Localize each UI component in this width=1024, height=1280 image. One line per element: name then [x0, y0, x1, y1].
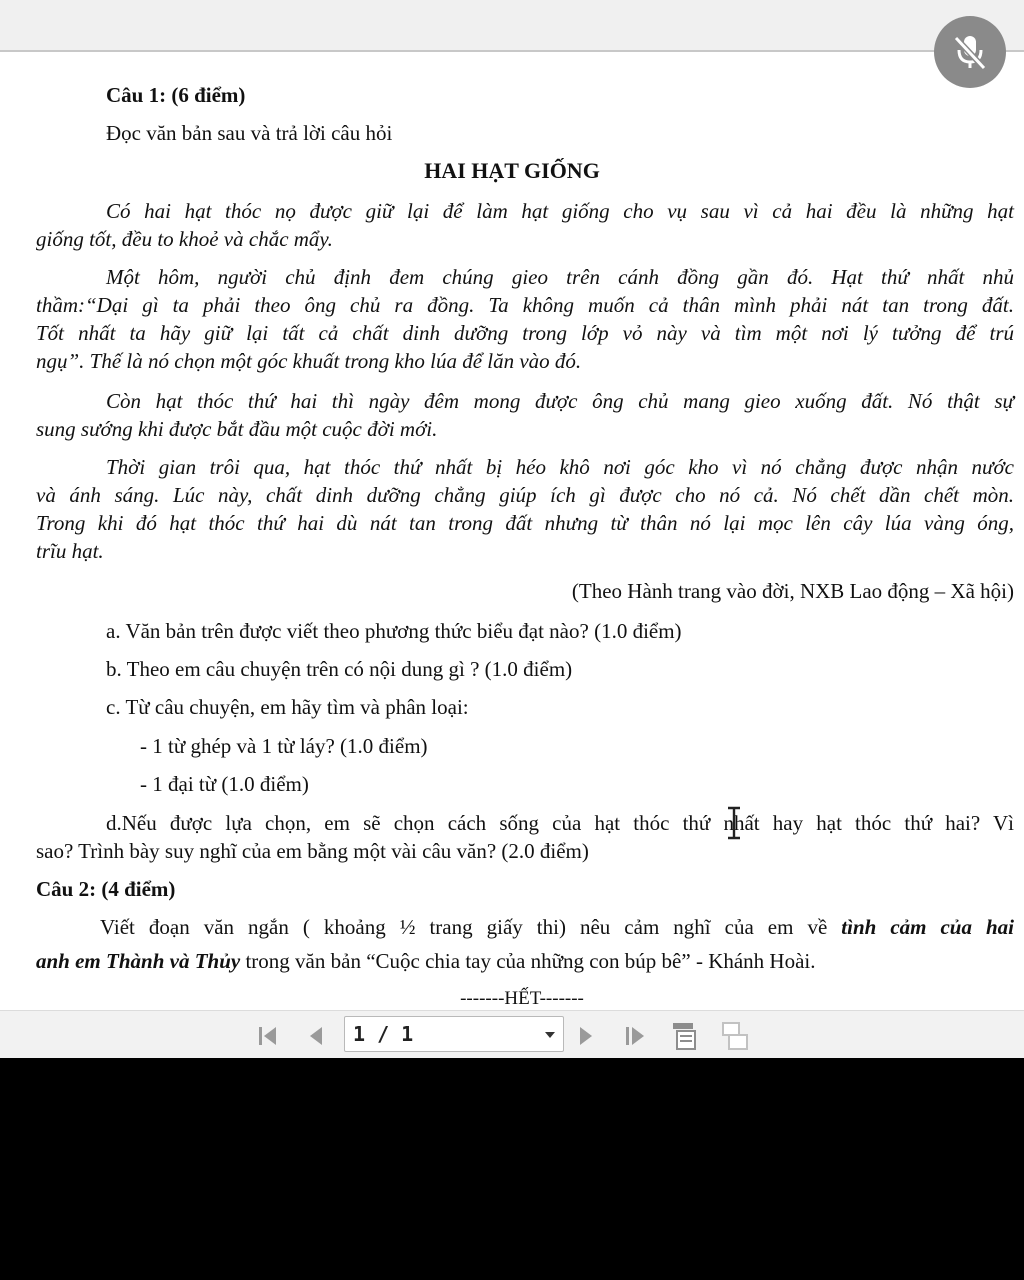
question-c: c. Từ câu chuyện, em hãy tìm và phân loại:: [106, 695, 469, 719]
question-d-line: d.Nếu được lựa chọn, em sẽ chọn cách sống của hạt thóc thứ nhất hay hạt thóc thứ hai? Vì: [106, 811, 1014, 835]
first-page-icon: [256, 1023, 282, 1049]
first-page-button[interactable]: [254, 1021, 284, 1051]
question-2-line: [100, 914, 1014, 940]
single-page-view-button[interactable]: [670, 1021, 700, 1051]
question-c-item-1: - 1 từ ghép và 1 từ láy? (1.0 điểm): [140, 734, 428, 758]
story-title: HAI HẠT GIỐNG: [424, 158, 600, 183]
question-2-text: trong văn bản “Cuộc chia tay của những con búp bê” - Khánh Hoài.: [240, 949, 816, 973]
paragraph-4-line: trĩu hạt.: [36, 539, 104, 563]
paragraph-2-line: ngụ”. Thế là nó chọn một góc khuất trong kho lúa để lăn vào đó.: [36, 349, 582, 373]
next-page-button[interactable]: [572, 1021, 602, 1051]
page-indicator: 1 / 1: [353, 1022, 414, 1046]
last-page-button[interactable]: [620, 1021, 650, 1051]
chevron-down-icon: [545, 1032, 555, 1038]
question-a: a. Văn bản trên được viết theo phương thức biểu đạt nào? (1.0 điểm): [106, 619, 682, 643]
paragraph-3-line: Còn hạt thóc thứ hai thì ngày đêm mong được ông chủ mang gieo xuống đất. Nó thật sự: [106, 389, 1014, 413]
paragraph-1-line: Có hai hạt thóc nọ được giữ lại để làm hạt giống cho vụ sau vì cả hai đều là những hạt: [106, 199, 1014, 223]
next-page-icon: [574, 1023, 600, 1049]
paragraph-2-line: Tốt nhất ta hãy giữ lại tất cả chất dinh dưỡng trong lớp vỏ này và tìm một nơi lý tưởng để trú: [36, 321, 1014, 345]
question-2-text: Viết đoạn văn ngắn ( khoảng ½ trang giấy thi) nêu cảm nghĩ của em về: [100, 915, 842, 939]
previous-page-button[interactable]: [300, 1021, 330, 1051]
story-source: (Theo Hành trang vào đời, NXB Lao động – Xã hội): [571, 579, 1014, 603]
paragraph-1-line: giống tốt, đều to khoẻ và chắc mẩy.: [36, 227, 333, 251]
page-number-select[interactable]: [344, 1016, 564, 1052]
paragraph-2-line: thầm:“Dại gì ta phải theo ông chủ ra đồng. Ta không muốn cả thân mình phải nát tan trong đất.: [36, 293, 1014, 317]
paragraph-4-line: Thời gian trôi qua, hạt thóc thứ nhất bị héo khô nơi góc kho vì nó chẳng được nhận nước: [106, 455, 1014, 479]
question-1-title: Câu 1: (6 điểm): [106, 83, 246, 107]
paragraph-3-line: sung sướng khi được bắt đầu một cuộc đời mới.: [36, 417, 438, 441]
text-cursor-icon: [726, 806, 742, 840]
document-page: [0, 54, 1024, 1012]
two-page-view-button[interactable]: [720, 1021, 750, 1051]
end-mark: -------HẾT-------: [460, 988, 584, 1009]
question-2-line: [36, 948, 816, 974]
question-2-title: Câu 2: (4 điểm): [36, 877, 176, 901]
pdf-navigation-bar: [0, 1010, 1024, 1058]
viewer-top-bar: [0, 0, 1024, 52]
two-page-view-icon: [721, 1021, 749, 1051]
question-1-instruction: Đọc văn bản sau và trả lời câu hỏi: [106, 121, 393, 145]
single-page-view-icon: [671, 1021, 699, 1051]
paragraph-2-line: Một hôm, người chủ định đem chúng gieo trên cánh đồng gần đó. Hạt thứ nhất nhủ: [106, 265, 1014, 289]
question-2-emphasis: anh em Thành và Thủy: [36, 949, 241, 973]
question-2-emphasis: tình cảm của hai: [841, 915, 1015, 939]
question-c-item-2: - 1 đại từ (1.0 điểm): [140, 772, 309, 796]
previous-page-icon: [302, 1023, 328, 1049]
question-d-line: sao? Trình bày suy nghĩ của em bằng một vài câu văn? (2.0 điểm): [36, 839, 589, 863]
question-b: b. Theo em câu chuyện trên có nội dung gì ? (1.0 điểm): [106, 657, 573, 681]
last-page-icon: [622, 1023, 648, 1049]
paragraph-4-line: Trong khi đó hạt thóc thứ hai dù nát tan trong đất nhưng từ thân nó lại mọc lên cây lúa vàng óng,: [36, 511, 1014, 535]
paragraph-4-line: và ánh sáng. Lúc này, chất dinh dưỡng chẳng giúp ích gì được cho nó cả. Nó chết dần chết mòn.: [36, 483, 1014, 507]
